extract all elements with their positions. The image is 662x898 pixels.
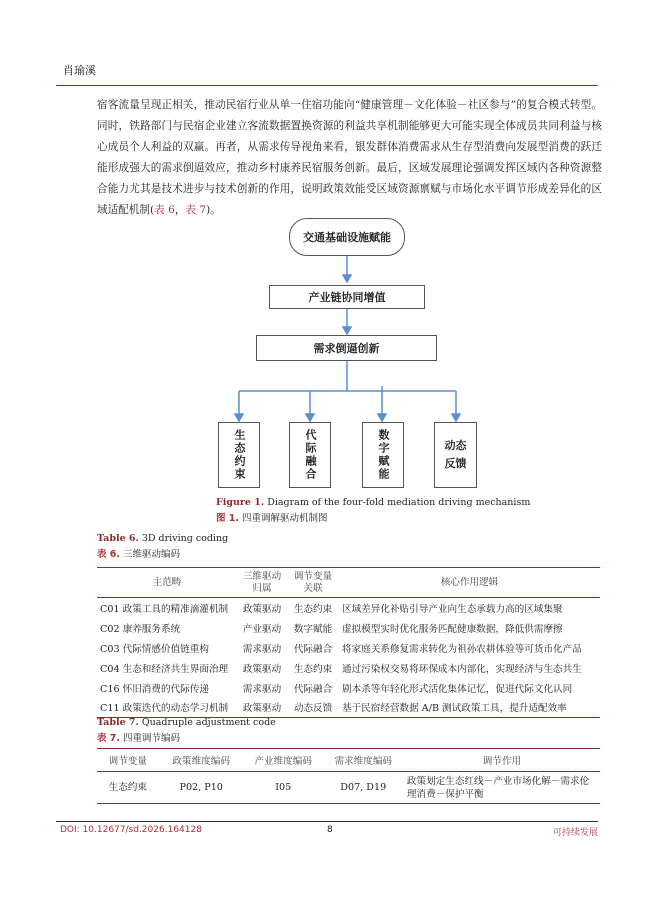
header-divider [56, 85, 598, 86]
table-row [97, 598, 600, 618]
node-transport-infrastructure: 交通基础设施赋能 [289, 218, 405, 256]
table-row [97, 772, 600, 804]
caption-text: 3D driving coding [138, 533, 229, 544]
table-cell: 生态约束 [293, 663, 333, 675]
table-cell: P02, P10 [179, 782, 223, 793]
figure-caption-en [216, 497, 530, 508]
footer-divider [56, 821, 598, 822]
caption-text: 四重调节编码 [120, 733, 181, 744]
table-cell: 将家庭关系修复需求转化为祖孙农耕体验等可货币化产品 [342, 643, 582, 655]
caption-text: 三维驱动编码 [120, 549, 181, 560]
caption-text: 四重调解驱动机制图 [239, 513, 328, 524]
table-cell: 代际融合 [293, 643, 333, 655]
table-cell: 需求驱动 [242, 683, 282, 695]
table-cell: C02 康养服务系统 [100, 623, 181, 635]
column-header: 产业维度编码 [254, 756, 312, 767]
table-cell: C01 政策工具的精准滴灌机制 [100, 603, 229, 615]
column-header: 三维驱动 归属 [242, 570, 282, 594]
table-cell: 剧本杀等年轻化形式活化集体记忆，促进代际文化认同 [342, 683, 573, 695]
table-cell: 虚拟模型实时优化服务匹配健康数据，降低供需摩擦 [342, 623, 563, 635]
table-cell: 数字赋能 [293, 623, 333, 635]
column-header: 需求维度编码 [334, 756, 393, 767]
table-cell: I05 [275, 782, 292, 793]
caption-text: Quadruple adjustment code [138, 717, 276, 728]
table-cell: C16 怀旧消费的代际传递 [100, 683, 209, 695]
caption-text: Diagram of the four-fold mediation driving mechanism [264, 497, 531, 508]
node-demand-innovation: 需求倒逼创新 [256, 335, 437, 361]
caption-label: 表 6. [97, 549, 121, 560]
column-header: 政策维度编码 [172, 756, 230, 767]
table-cell: 生态约束 [108, 782, 147, 793]
node-industry-chain: 产业链协同增值 [269, 285, 425, 309]
table-cell: 代际融合 [293, 683, 333, 695]
caption-label: 表 7. [97, 733, 121, 744]
paragraph-end: )。 [206, 204, 221, 216]
paragraph-text: 宿客流量呈现正相关，推动民宿行业从单一住宿功能向“健康管理－文化体验－社区参与”的复合模式转型。同时，铁路部门与民宿企业建立客流数据置换资源的利益共享机制能够更大可能实现全体成员共同利益与核心成员个人利益的双赢。再者，从需求传导视角来看，银发群体消费需求从生存型消费向发展型消费的跃迁能形成强大的需求倒逼效应，推动乡村康养民宿服务创新。最后，区域发展理论强调发挥区域内各种资源整合能力尤其是技术进步与技术创新的作用，说明政策效能受区域资源禀赋与市场化水平调节形成差异化的区域适配机制( [97, 99, 602, 216]
node-digital-empowerment: 数字赋能 [362, 422, 404, 488]
caption-label: Table 6. [97, 533, 139, 544]
table6-link[interactable]: 表 6 [154, 204, 175, 216]
table-cell: C03 代际情感价值链重构 [100, 643, 209, 655]
caption-label: 图 1. [216, 513, 240, 524]
table-cell: 政策驱动 [242, 603, 282, 615]
footer-journal: 可持续发展 [552, 828, 598, 838]
table6-caption-zh [97, 546, 180, 560]
node-ecological-constraint: 生态约束 [218, 422, 260, 488]
table-7 [97, 748, 600, 804]
table-cell: 政策驱动 [242, 703, 282, 715]
table-row [97, 618, 600, 638]
table-row [97, 638, 600, 658]
table-cell: 生态约束 [293, 603, 333, 615]
table-cell: 政策划定生态红线－产业市场化解－需求伦理消费－保护平衡 [406, 775, 590, 800]
table-cell: C04 生态和经济共生界面治理 [100, 663, 229, 675]
table-cell: C11 政策迭代的动态学习机制 [100, 703, 229, 715]
page-number: 8 [327, 825, 333, 835]
table7-link[interactable]: 表 7 [185, 204, 207, 216]
column-header: 调节变量 [108, 756, 147, 767]
table-row [97, 658, 600, 678]
running-header-author: 肖瑜溪 [63, 64, 96, 77]
figure-caption-zh [216, 510, 328, 524]
node-dynamic-feedback: 动态反馈 [434, 422, 477, 488]
table-6 [97, 567, 600, 718]
table-cell: 需求驱动 [242, 643, 282, 655]
table-row [97, 698, 600, 718]
body-paragraph [97, 95, 602, 221]
column-header: 主范畴 [152, 576, 182, 588]
footer-doi[interactable]: DOI: 10.12677/sd.2026.164128 [60, 825, 202, 835]
table6-caption-en [97, 533, 228, 544]
table-row [97, 678, 600, 698]
caption-label: Figure 1. [216, 497, 265, 508]
table-cell: D07, D19 [340, 782, 387, 793]
table7-caption-zh [97, 730, 180, 744]
table-cell: 政策驱动 [242, 663, 282, 675]
table-cell: 产业驱动 [242, 623, 282, 635]
node-intergenerational-fusion: 代际融合 [289, 422, 331, 488]
column-header: 核心作用逻辑 [440, 576, 499, 588]
table-cell: 通过污染权交易将环保成本内部化，实现经济与生态共生 [342, 663, 582, 675]
table7-caption-en [97, 717, 276, 728]
table-cell: 基于民宿经营数据 A/B 测试政策工具，提升适配效率 [342, 703, 567, 715]
column-header: 调节变量 关联 [293, 570, 333, 594]
caption-label: Table 7. [97, 717, 139, 728]
table-cell: 区域差异化补贴引导产业向生态承载力高的区域集聚 [342, 603, 563, 615]
table-cell: 动态反馈 [293, 703, 333, 715]
separator: ， [174, 204, 186, 216]
column-header: 调节作用 [482, 756, 522, 767]
